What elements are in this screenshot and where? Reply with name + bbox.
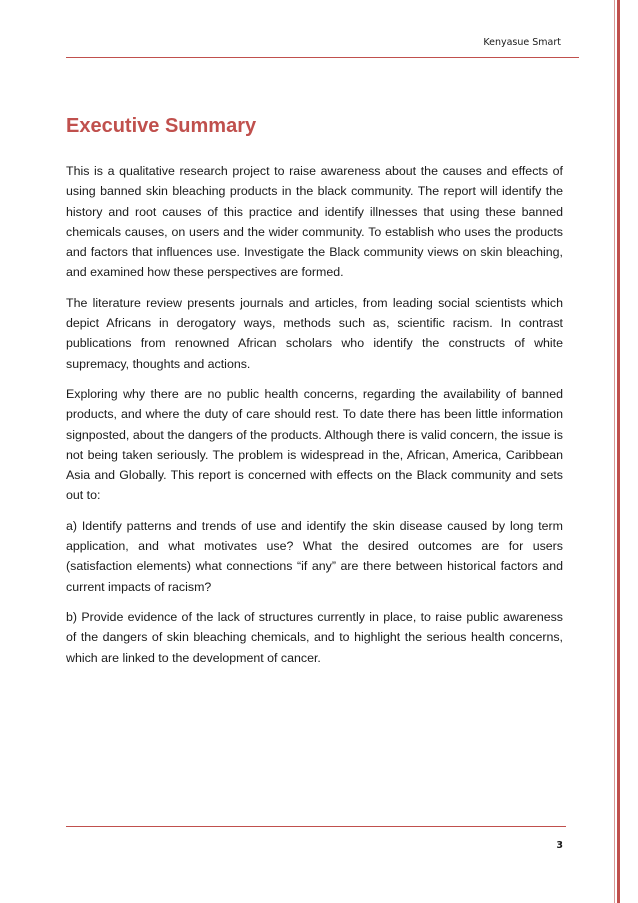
page-edge-thin-line (614, 0, 615, 903)
paragraph-public-health: Exploring why there are no public health concerns, regarding the availability of banned products, and where the duty of care should rest. To date there has been little information signposted, about the dangers of the products. Although there is valid concern, the issue is not being taken seriously. The problem is widespread in the, African, America, Caribbean Asia and Globally. This report is concerned with effects on the Black community and sets out to: (66, 386, 563, 503)
header-author: Kenyasue Smart (483, 37, 561, 48)
paragraph-objective-b: b) Provide evidence of the lack of structures currently in place, to raise public awareness of the dangers of skin bleaching chemicals, and to highlight the serious health concerns, which are linked to the development of cancer. (66, 609, 563, 665)
footer-divider (66, 826, 566, 827)
document-body (66, 161, 563, 678)
paragraph-introduction: This is a qualitative research project to raise awareness about the causes and effects of using banned skin bleaching products in the black community. The report will identify the history and root causes of this practice and identify illnesses that using these banned chemicals causes, on users and the wider community. To establish who uses the products and factors that influences use. Investigate the Black community views on skin bleaching, and examined how these perspectives are formed. (66, 164, 563, 280)
section-title: Executive Summary (66, 115, 257, 137)
page-header (66, 30, 579, 58)
page-edge-line (617, 0, 620, 903)
paragraph-objective-a: a) Identify patterns and trends of use and identify the skin disease caused by long term application, and what motivates use? What the desired outcomes are for users (satisfaction elements) what connections “if any” are there between historical factors and current impacts of racism? (66, 518, 563, 594)
page-number: 3 (556, 840, 563, 851)
paragraph-literature-review: The literature review presents journals and articles, from leading social scientists which depict Africans in derogatory ways, methods such as, scientific racism. In contrast publications from renowned African scholars who identify the constructs of white supremacy, thoughts and actions. (66, 295, 563, 371)
